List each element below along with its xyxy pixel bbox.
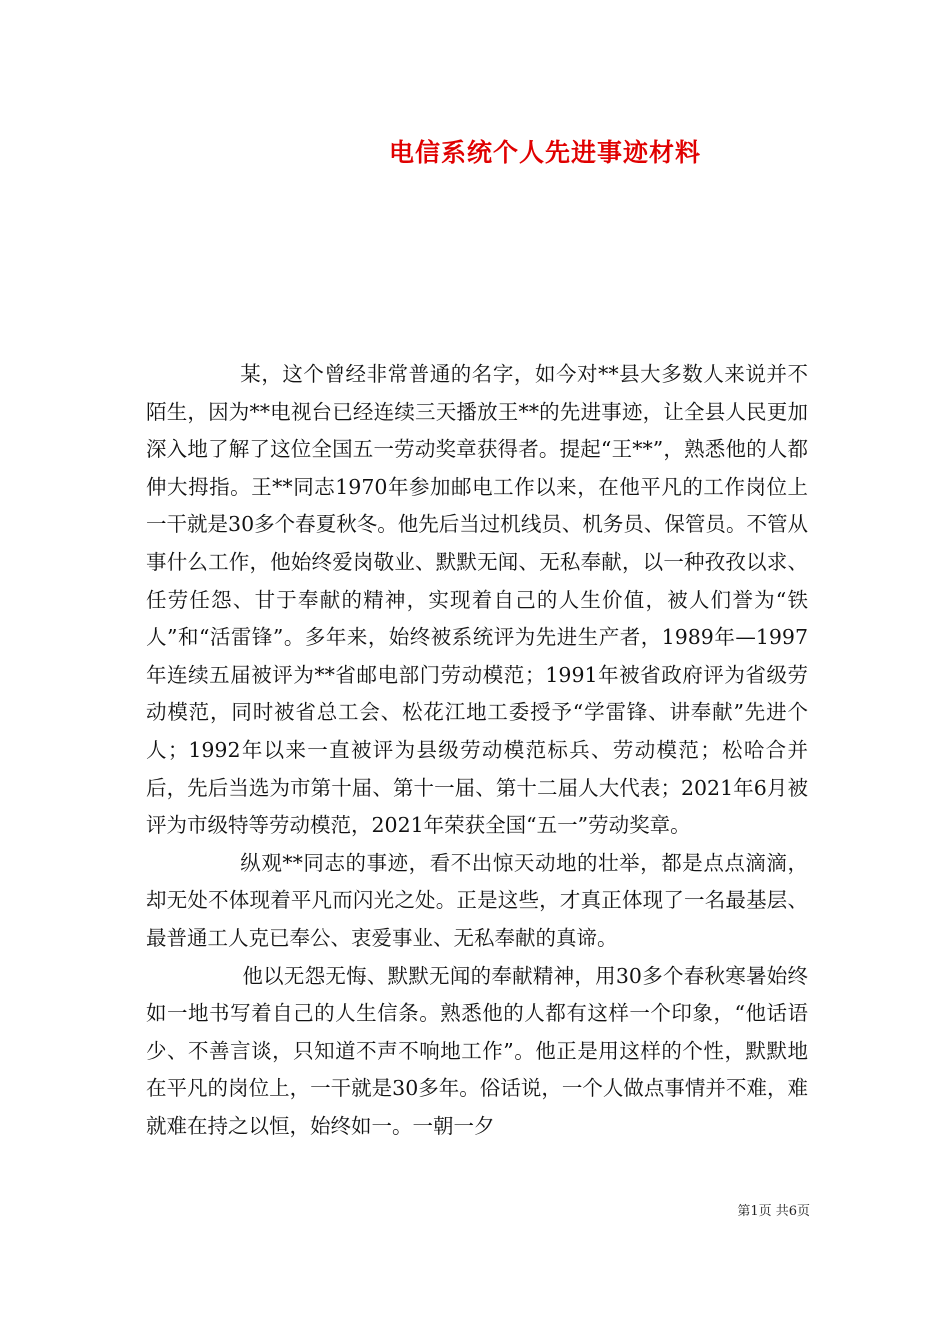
paragraph-1: 某，这个曾经非常普通的名字，如今对**县大多数人来说并不陌生，因为**电视台已经连续三天播放王**的先进事迹，让全县人民更加深入地了解了这位全国五一劳动奖章获得者。提起“王**”，熟悉他的人都伸大拇指。王**同志1970年参加邮电工作以来，在他平凡的工作岗位上一干就是30多个春夏秋冬。他先后当过机线员、机务员、保管员。不管从事什么工作，他始终爱岗敬业、默默无闻、无私奉献，以一种孜孜以求、任劳任怨、甘于奉献的精神，实现着自己的人生价值，被人们誉为“铁人”和“活雷锋”。多年来，始终被系统评为先进生产者，1989年—1997年连续五届被评为**省邮电部门劳动模范；1991年被省政府评为省级劳动模范，同时被省总工会、松花江地工委授予“学雷锋、讲奉献”先进个人；1992年以来一直被评为县级劳动模范标兵、劳动模范；松哈合并后，先后当选为市第十届、第十一届、第十二届人大代表；2021年6月被评为市级特等劳动模范，2021年荣获全国“五一”劳动奖章。 <box>146 362 808 838</box>
paragraph-2: 纵观**同志的事迹，看不出惊天动地的壮举，都是点点滴滴，却无处不体现着平凡而闪光之处。正是这些，才真正体现了一名最基层、最普通工人克已奉公、衷爱事业、无私奉献的真谛。 <box>146 850 808 950</box>
document-body <box>146 356 808 1145</box>
document-title: 电信系统个人先进事迹材料 <box>388 138 701 167</box>
paragraph-3: 他以无怨无悔、默默无闻的奉献精神，用30多个春秋寒暑始终如一地书写着自己的人生信条。熟悉他的人都有这样一个印象，“他话语少、不善言谈，只知道不声不响地工作”。他正是用这样的个性，默默地在平凡的岗位上，一干就是30多年。俗话说，一个人做点事情并不难，难就难在持之以恒，始终如一。一朝一夕 <box>146 963 808 1138</box>
page-number: 第1页 共6页 <box>737 1204 810 1219</box>
